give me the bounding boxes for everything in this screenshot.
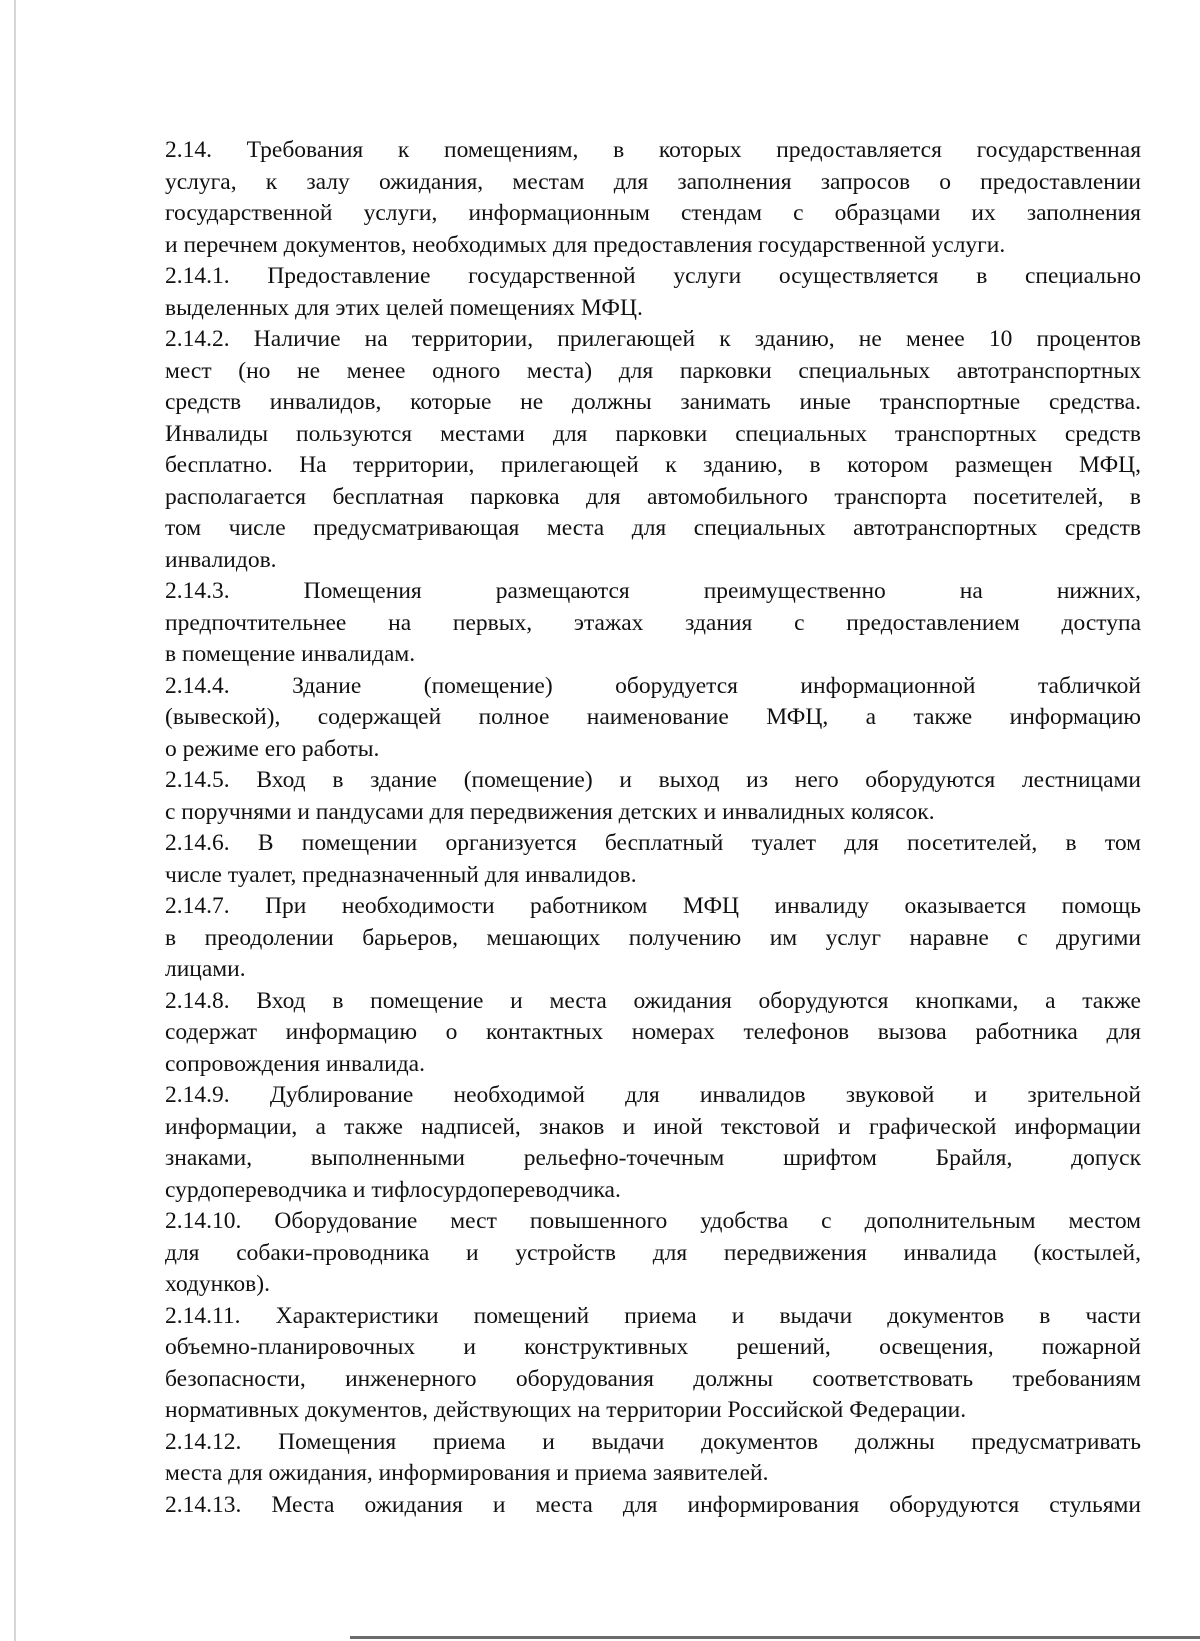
text-line: и перечнем документов, необходимых для предоставления государственной услуги. — [165, 231, 1006, 258]
text-line: 2.14. Требования к помещениям, в которых предоставляется государственная — [165, 137, 1141, 163]
document-body — [108, 135, 1141, 1521]
paragraph-2-14 — [108, 135, 1141, 261]
text-line: о режиме его работы. — [165, 735, 380, 762]
text-line: безопасности, инженерного оборудования должны соответствовать требованиям — [165, 1365, 1141, 1392]
text-line: числе туалет, предназначенный для инвалидов. — [165, 861, 637, 888]
paragraph-2-14-5 — [108, 765, 1141, 828]
paragraph-2-14-2 — [108, 324, 1141, 576]
text-line: выделенных для этих целей помещениях МФЦ. — [165, 294, 643, 321]
text-line: мест (но не менее одного места) для парковки специальных автотранспортных — [165, 357, 1141, 384]
paragraph-2-14-11 — [108, 1301, 1141, 1427]
scan-bottom-line — [350, 1636, 1200, 1639]
text-line: том числе предусматривающая места для специальных автотранспортных средств — [165, 515, 1141, 541]
text-line: предпочтительнее на первых, этажах здания с предоставлением доступа — [165, 609, 1141, 636]
scan-left-edge — [14, 0, 16, 1641]
paragraph-2-14-8 — [108, 986, 1141, 1081]
text-line: нормативных документов, действующих на территории Российской Федерации. — [165, 1397, 967, 1423]
text-line: 2.14.7. При необходимости работником МФЦ инвалиду оказывается помощь — [165, 893, 1141, 919]
text-line: 2.14.1. Предоставление государственной услуги осуществляется в специально — [165, 263, 1141, 289]
text-line: 2.14.4. Здание (помещение) оборудуется информационной табличкой — [165, 672, 1141, 699]
text-line: для собаки-проводника и устройств для передвижения инвалида (костылей, — [165, 1239, 1141, 1266]
text-line: 2.14.6. В помещении организуется бесплатный туалет для посетителей, в том — [165, 830, 1141, 856]
text-line: 2.14.11. Характеристики помещений приема и выдачи документов в части — [165, 1302, 1141, 1329]
text-line: государственной услуги, информационным стендам с образцами их заполнения — [165, 200, 1141, 226]
text-line: содержат информацию о контактных номерах телефонов вызова работника для — [165, 1019, 1141, 1045]
text-line: располагается бесплатная парковка для автомобильного транспорта посетителей, в — [165, 483, 1141, 510]
paragraph-2-14-1 — [108, 261, 1141, 324]
paragraph-2-14-7 — [108, 891, 1141, 986]
paragraph-2-14-3 — [108, 576, 1141, 671]
text-line: 2.14.12. Помещения приема и выдачи документов должны предусматривать — [165, 1428, 1141, 1455]
text-line: 2.14.13. Места ожидания и места для информирования оборудуются стульями — [165, 1491, 1141, 1518]
text-line: сопровождения инвалида. — [165, 1050, 425, 1077]
text-line: Инвалиды пользуются местами для парковки специальных транспортных средств — [165, 420, 1141, 447]
text-line: знаками, выполненными рельефно-точечным шрифтом Брайля, допуск — [165, 1145, 1141, 1171]
text-line: инвалидов. — [165, 546, 277, 573]
text-line: в помещение инвалидам. — [165, 641, 416, 667]
text-line: (вывеской), содержащей полное наименование МФЦ, а также информацию — [165, 704, 1141, 730]
text-line: информации, а также надписей, знаков и иной текстовой и графической информации — [165, 1113, 1141, 1140]
text-line: в преодолении барьеров, мешающих получению им услуг наравне с другими — [165, 924, 1141, 951]
text-line: бесплатно. На территории, прилегающей к зданию, в котором размещен МФЦ, — [165, 452, 1141, 478]
paragraph-2-14-13 — [108, 1490, 1141, 1522]
text-line: места для ожидания, информирования и приема заявителей. — [165, 1460, 769, 1486]
text-line: средств инвалидов, которые не должны занимать иные транспортные средства. — [165, 389, 1141, 415]
text-line: объемно-планировочных и конструктивных решений, освещения, пожарной — [165, 1334, 1141, 1360]
paragraph-2-14-6 — [108, 828, 1141, 891]
text-line: 2.14.5. Вход в здание (помещение) и выход из него оборудуются лестницами — [165, 767, 1141, 793]
text-line: 2.14.8. Вход в помещение и места ожидания оборудуются кнопками, а также — [165, 987, 1141, 1014]
text-line: 2.14.9. Дублирование необходимой для инвалидов звуковой и зрительной — [165, 1082, 1141, 1108]
text-line: ходунков). — [165, 1271, 270, 1297]
text-line: с поручнями и пандусами для передвижения детских и инвалидных колясок. — [165, 798, 935, 825]
text-line: сурдопереводчика и тифлосурдопереводчика. — [165, 1176, 621, 1203]
paragraph-2-14-9 — [108, 1080, 1141, 1206]
paragraph-2-14-4 — [108, 671, 1141, 766]
text-line: 2.14.10. Оборудование мест повышенного удобства с дополнительным местом — [165, 1208, 1141, 1234]
text-line: услуга, к залу ожидания, местам для заполнения запросов о предоставлении — [165, 168, 1141, 195]
text-line: лицами. — [165, 956, 246, 982]
paragraph-2-14-10 — [108, 1206, 1141, 1301]
paragraph-2-14-12 — [108, 1427, 1141, 1490]
text-line: 2.14.3. Помещения размещаются преимущественно на нижних, — [165, 578, 1141, 604]
text-line: 2.14.2. Наличие на территории, прилегающей к зданию, не менее 10 процентов — [165, 326, 1141, 352]
